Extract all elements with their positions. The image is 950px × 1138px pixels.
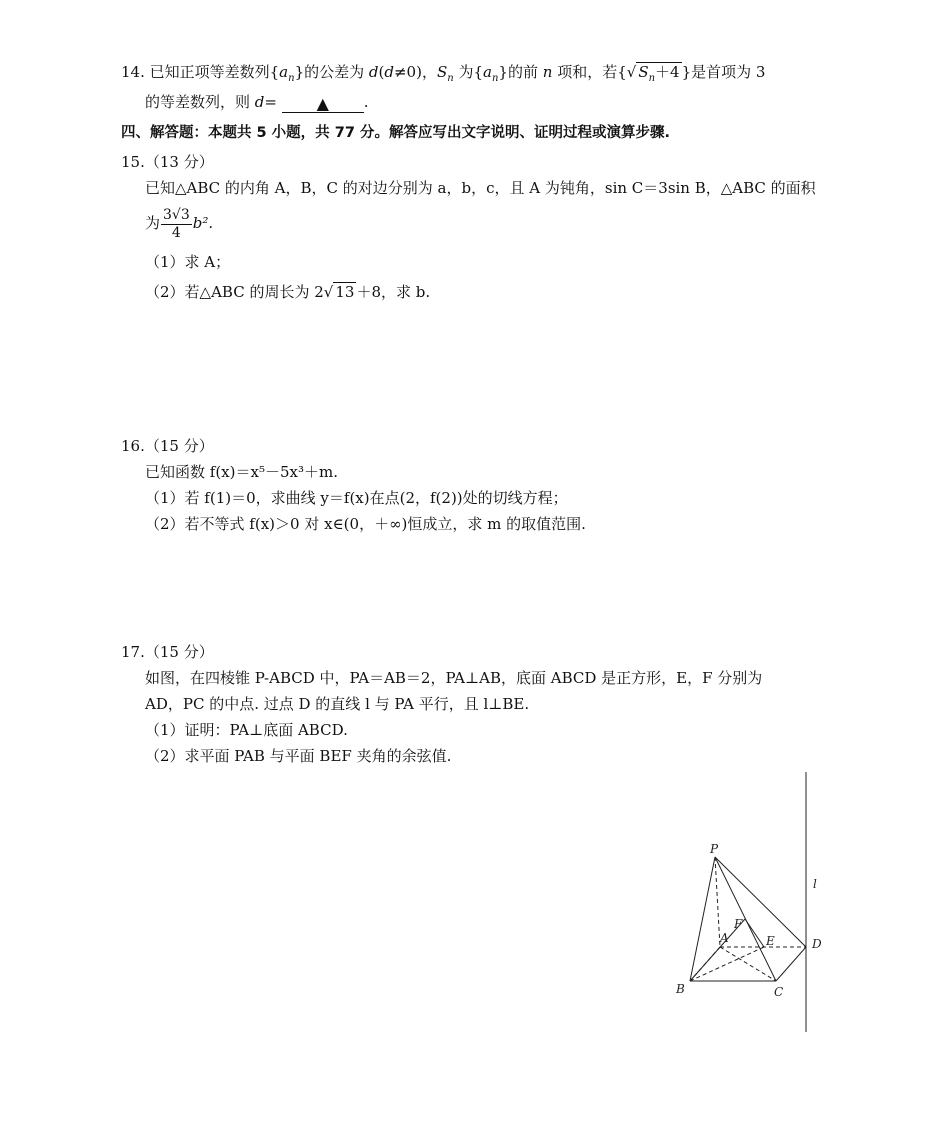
label-E: E: [766, 934, 775, 948]
q15-line-1: 已知△ABC 的内角 A，B，C 的对边分别为 a，b，c，且 A 为钝角，sin C＝3sin B，△ABC 的面积: [145, 179, 816, 197]
edge-PB: [690, 857, 715, 981]
edge-BE: [690, 947, 764, 981]
q15-heading: 15.（13 分）: [121, 153, 214, 171]
q17-heading: 17.（15 分）: [121, 643, 214, 661]
q17-line-2: AD，PC 的中点. 过点 D 的直线 l 与 PA 平行，且 l⊥BE.: [145, 695, 530, 713]
label-l: l: [813, 877, 817, 891]
label-F: F: [734, 917, 743, 931]
q16-part-2: （2）若不等式 f(x)＞0 对 x∈(0，＋∞)恒成立，求 m 的取值范围.: [145, 515, 586, 533]
triangle-mark-icon: ▲: [316, 94, 329, 113]
label-A: A: [720, 931, 729, 945]
q17-line-1: 如图，在四棱锥 P-ABCD 中，PA＝AB＝2，PA⊥AB，底面 ABCD 是正方形，E，F 分别为: [145, 669, 763, 687]
q16-line-1: 已知函数 f(x)＝x⁵－5x³＋m.: [145, 463, 338, 481]
fraction-3root3-over-4: $\frac{3√3}{4}$: [163, 206, 190, 241]
q14-line-1: 14. 已知正项等差数列$\{a_n\}$的公差为 d(d≠0)，$S_n$ 为$\{a_n\}$的前 n 项和，若{√ $S_n+4$ }是首项为 3: [121, 62, 765, 89]
q17-part-1: （1）证明：PA⊥底面 ABCD.: [145, 721, 348, 739]
section-header: 四、解答题：本题共 5 小题，共 77 分。解答应写出文字说明、证明过程或演算步骤.: [121, 125, 670, 141]
q17-part-2: （2）求平面 PAB 与平面 BEF 夹角的余弦值.: [145, 747, 452, 765]
edge-FE: [745, 919, 764, 947]
label-D: D: [812, 937, 822, 951]
sqrt-13: √ 13: [323, 283, 355, 301]
q16-part-1: （1）若 f(1)＝0，求曲线 y＝f(x)在点(2，f(2))处的切线方程；: [145, 489, 568, 507]
label-P: P: [710, 842, 719, 856]
q15-part-1: （1）求 A；: [145, 253, 231, 271]
label-C: C: [774, 985, 784, 999]
sqrt-sn-plus-4: √ $S_n+4$: [626, 63, 680, 84]
q15-part-2: （2）若△ABC 的周长为 2√ 13 ＋8，求 b.: [145, 283, 431, 301]
label-B: B: [676, 982, 685, 996]
q15-line-2: 为 $\frac{3√3}{4}$ b².: [145, 206, 214, 241]
q16-heading: 16.（15 分）: [121, 437, 214, 455]
edge-CD: [776, 947, 806, 981]
q14-line-2: 的等差数列，则 d= ▲ .: [145, 93, 369, 113]
